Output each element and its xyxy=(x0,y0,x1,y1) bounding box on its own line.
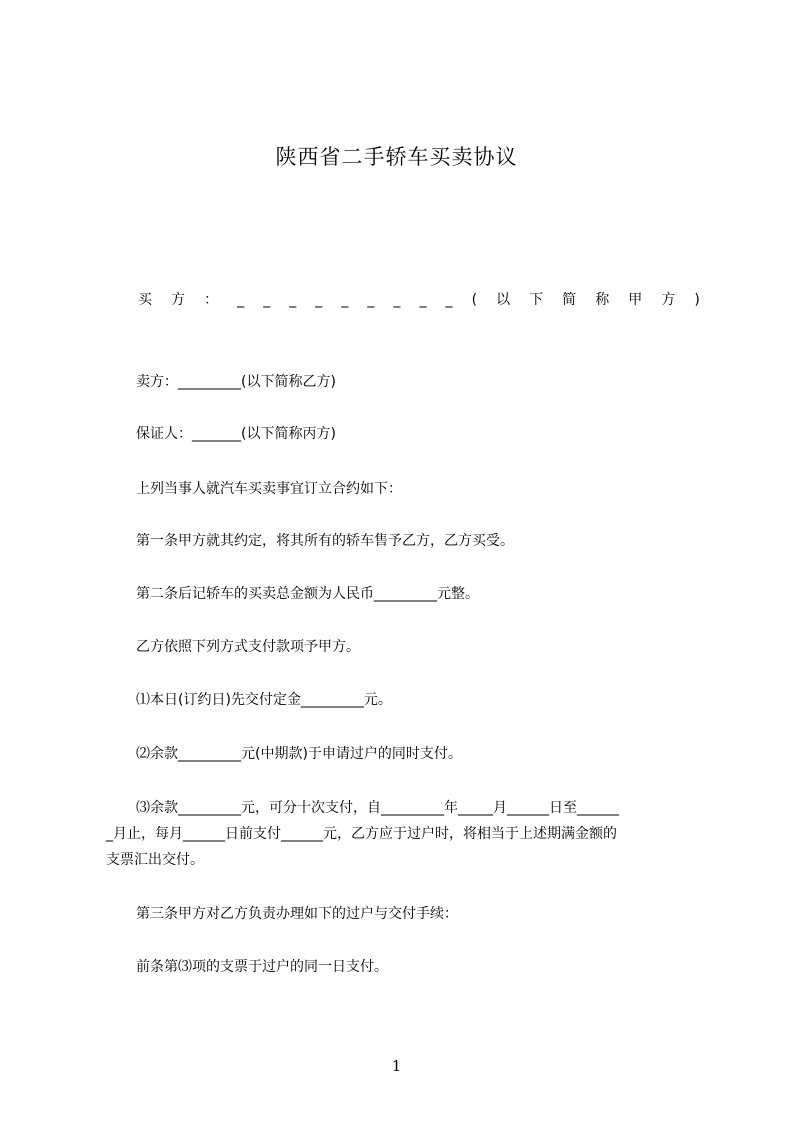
article-3-item: 前条第⑶项的支票于过户的同一日支付。 xyxy=(136,959,388,975)
buyer-line-char: ) xyxy=(694,292,700,308)
payment-item-3-line-2: _月止，每月______日前支付______元，乙方应于过户时，将相当于上述期满金额的 xyxy=(106,826,617,842)
buyer-line-char: 称 xyxy=(595,292,610,308)
intro-paragraph: 上列当事人就汽车买卖事宜订立合约如下： xyxy=(136,481,402,497)
seller-line: 卖方：_________(以下简称乙方) xyxy=(136,374,336,390)
buyer-line-char: _ xyxy=(237,292,245,308)
buyer-line-char: _ xyxy=(393,292,401,308)
buyer-line-char: 简 xyxy=(562,292,577,308)
buyer-line-char: _ xyxy=(367,292,375,308)
payment-item-1: ⑴本日(订约日)先交付定金_________元。 xyxy=(136,692,392,708)
payment-item-3 xyxy=(106,795,700,873)
buyer-line-char: _ xyxy=(341,292,349,308)
buyer-line-char: 方 xyxy=(171,292,186,308)
page-number: 1 xyxy=(391,1057,402,1075)
buyer-line-char: ( xyxy=(471,292,478,308)
buyer-line-char: _ xyxy=(263,292,271,308)
buyer-line-char: 下 xyxy=(529,292,544,308)
document-title: 陕西省二手轿车买卖协议 xyxy=(275,145,518,169)
buyer-line-char: 以 xyxy=(496,292,511,308)
buyer-line xyxy=(138,288,700,312)
buyer-line-char: _ xyxy=(315,292,323,308)
payment-item-3-line-1: ⑶余款_________元，可分十次支付，自_________年_____月______日至______ xyxy=(136,800,619,816)
guarantor-line: 保证人：_______(以下简称丙方) xyxy=(136,426,336,442)
buyer-line-char: 方 xyxy=(661,292,676,308)
buyer-line-char: _ xyxy=(289,292,297,308)
buyer-line-char: _ xyxy=(445,292,453,308)
payment-item-2: ⑵余款_________元(中期款)于申请过户的同时支付。 xyxy=(136,746,462,762)
payment-intro: 乙方依照下列方式支付款项予甲方。 xyxy=(136,639,360,655)
article-1: 第一条甲方就其约定，将其所有的轿车售予乙方，乙方买受。 xyxy=(136,533,514,549)
article-2: 第二条后记轿车的买卖总金额为人民币_________元整。 xyxy=(136,586,479,602)
buyer-line-char: 买 xyxy=(138,292,152,308)
article-3: 第三条甲方对乙方负责办理如下的过户与交付手续： xyxy=(136,906,458,922)
buyer-line-char: ： xyxy=(204,292,219,308)
payment-item-3-line-3: 支票汇出交付。 xyxy=(106,852,204,868)
buyer-line-char: _ xyxy=(419,292,427,308)
buyer-line-char: 甲 xyxy=(628,292,643,308)
